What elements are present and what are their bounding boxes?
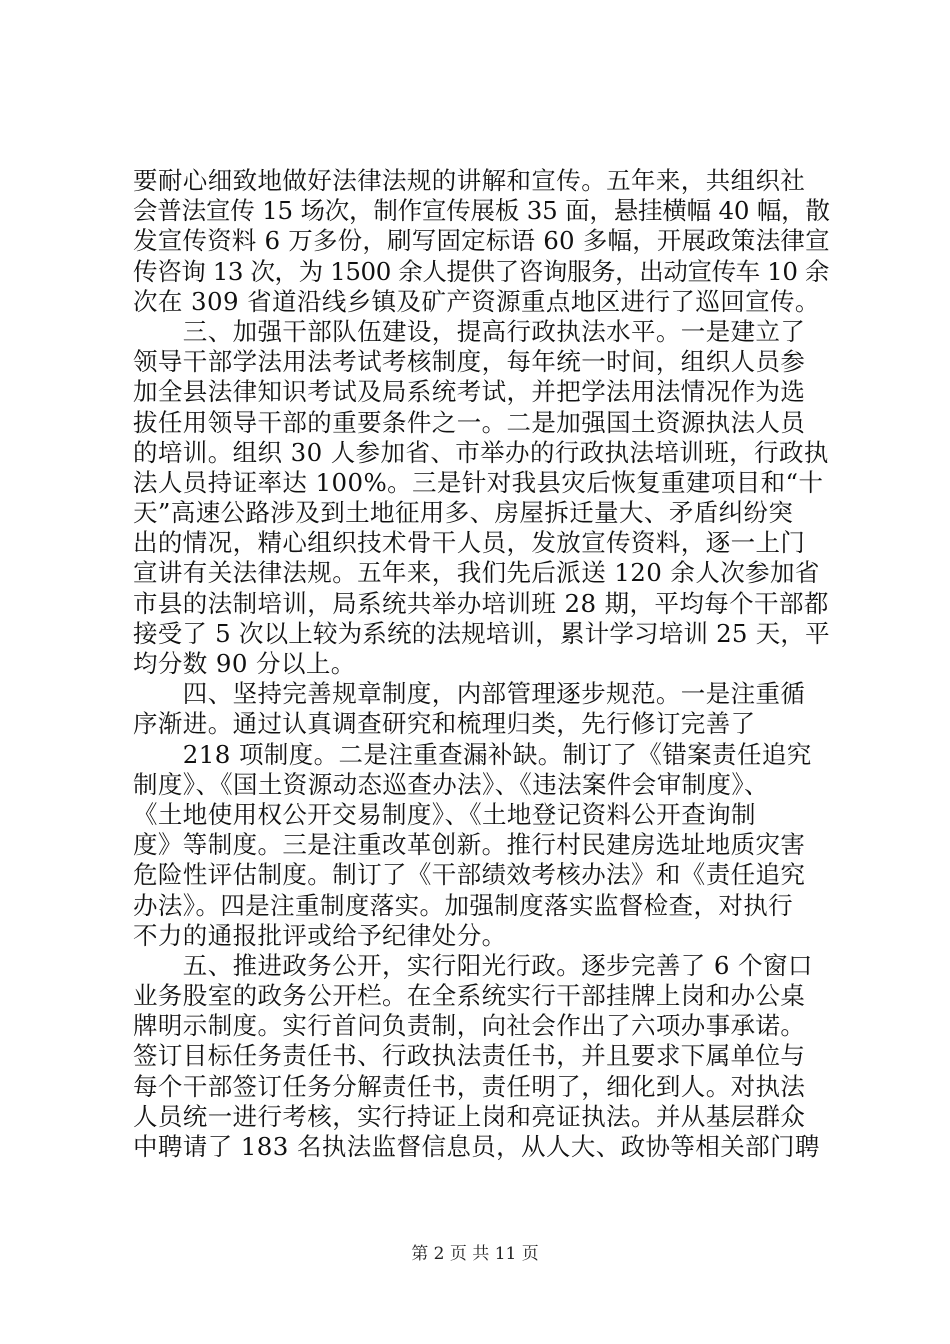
text-line: 不力的通报批评或给予纪律处分。 [133, 920, 507, 950]
text-line: 天”高速公路涉及到土地征用多、房屋拆迁量大、矛盾纠纷突 [133, 498, 794, 528]
text-line: 要耐心细致地做好法律法规的讲解和宣传。五年来，共组织社 [133, 166, 806, 195]
text-line: 制度》、《国土资源动态巡查办法》、《违法案件会审制度》、 [133, 769, 769, 799]
text-line: 五、推进政务公开，实行阳光行政。逐步完善了 6 个窗口 [133, 950, 813, 980]
text-line: 三、加强干部队伍建设，提高行政执法水平。一是建立了 [133, 316, 806, 346]
text-line: 度》等制度。三是注重改革创新。推行村民建房选址地质灾害 [133, 830, 806, 860]
text-line: 人员统一进行考核，实行持证上岗和亮证执法。并从基层群众 [133, 1101, 806, 1131]
text-line: 牌明示制度。实行首问负责制，向社会作出了六项办事承诺。 [133, 1011, 806, 1041]
text-line: 四、坚持完善规章制度，内部管理逐步规范。一是注重循 [133, 679, 806, 709]
text-line: 次在 309 省道沿线乡镇及矿产资源重点地区进行了巡回宣传。 [133, 286, 820, 316]
page-footer: 第 2 页 共 11 页 [411, 1244, 539, 1264]
text-line: 出的情况，精心组织技术骨干人员，发放宣传资料，逐一上门 [133, 528, 806, 558]
text-line: 的培训。组织 30 人参加省、市举办的行政执法培训班，行政执 [133, 437, 829, 467]
text-line: 领导干部学法用法考试考核制度，每年统一时间，组织人员参 [133, 347, 806, 377]
text-line: 均分数 90 分以上。 [133, 649, 356, 678]
text-line: 接受了 5 次以上较为系统的法规培训，累计学习培训 25 天，平 [133, 618, 830, 648]
text-line: 序渐进。通过认真调查研究和梳理归类，先行修订完善了 [133, 709, 756, 739]
text-line: 拔任用领导干部的重要条件之一。二是加强国土资源执法人员 [133, 407, 806, 437]
text-line: 加全县法律知识考试及局系统考试，并把学法用法情况作为选 [133, 377, 806, 407]
text-line: 业务股室的政务公开栏。在全系统实行干部挂牌上岗和办公桌 [133, 981, 806, 1011]
text-line: 法人员持证率达 100%。三是针对我县灾后恢复重建项目和“十 [133, 467, 824, 497]
text-line: 218 项制度。二是注重查漏补缺。制订了《错案责任追究 [133, 739, 812, 769]
text-line: 宣讲有关法律法规。五年来，我们先后派送 120 余人次参加省 [133, 558, 820, 588]
text-line: 市县的法制培训，局系统共举办培训班 28 期，平均每个干部都 [133, 588, 829, 618]
text-line: 每个干部签订任务分解责任书，责任明了，细化到人。对执法 [133, 1071, 806, 1101]
text-line: 签订目标任务责任书、行政执法责任书，并且要求下属单位与 [133, 1041, 806, 1071]
text-line: 中聘请了 183 名执法监督信息员，从人大、政协等相关部门聘 [133, 1132, 820, 1161]
text-line: 传咨询 13 次，为 1500 余人提供了咨询服务，出动宣传车 10 余 [133, 256, 830, 286]
body-text [133, 166, 833, 1162]
text-line: 办法》。四是注重制度落实。加强制度落实监督检查，对执行 [133, 890, 794, 920]
text-line: 《土地使用权公开交易制度》、《土地登记资料公开查询制 [133, 799, 756, 829]
text-line: 会普法宣传 15 场次，制作宣传展板 35 面，悬挂横幅 40 幅，散 [133, 196, 830, 226]
text-line: 危险性评估制度。制订了《干部绩效考核办法》和《责任追究 [133, 860, 806, 890]
text-line: 发宣传资料 6 万多份，刷写固定标语 60 多幅，开展政策法律宣 [133, 226, 830, 256]
